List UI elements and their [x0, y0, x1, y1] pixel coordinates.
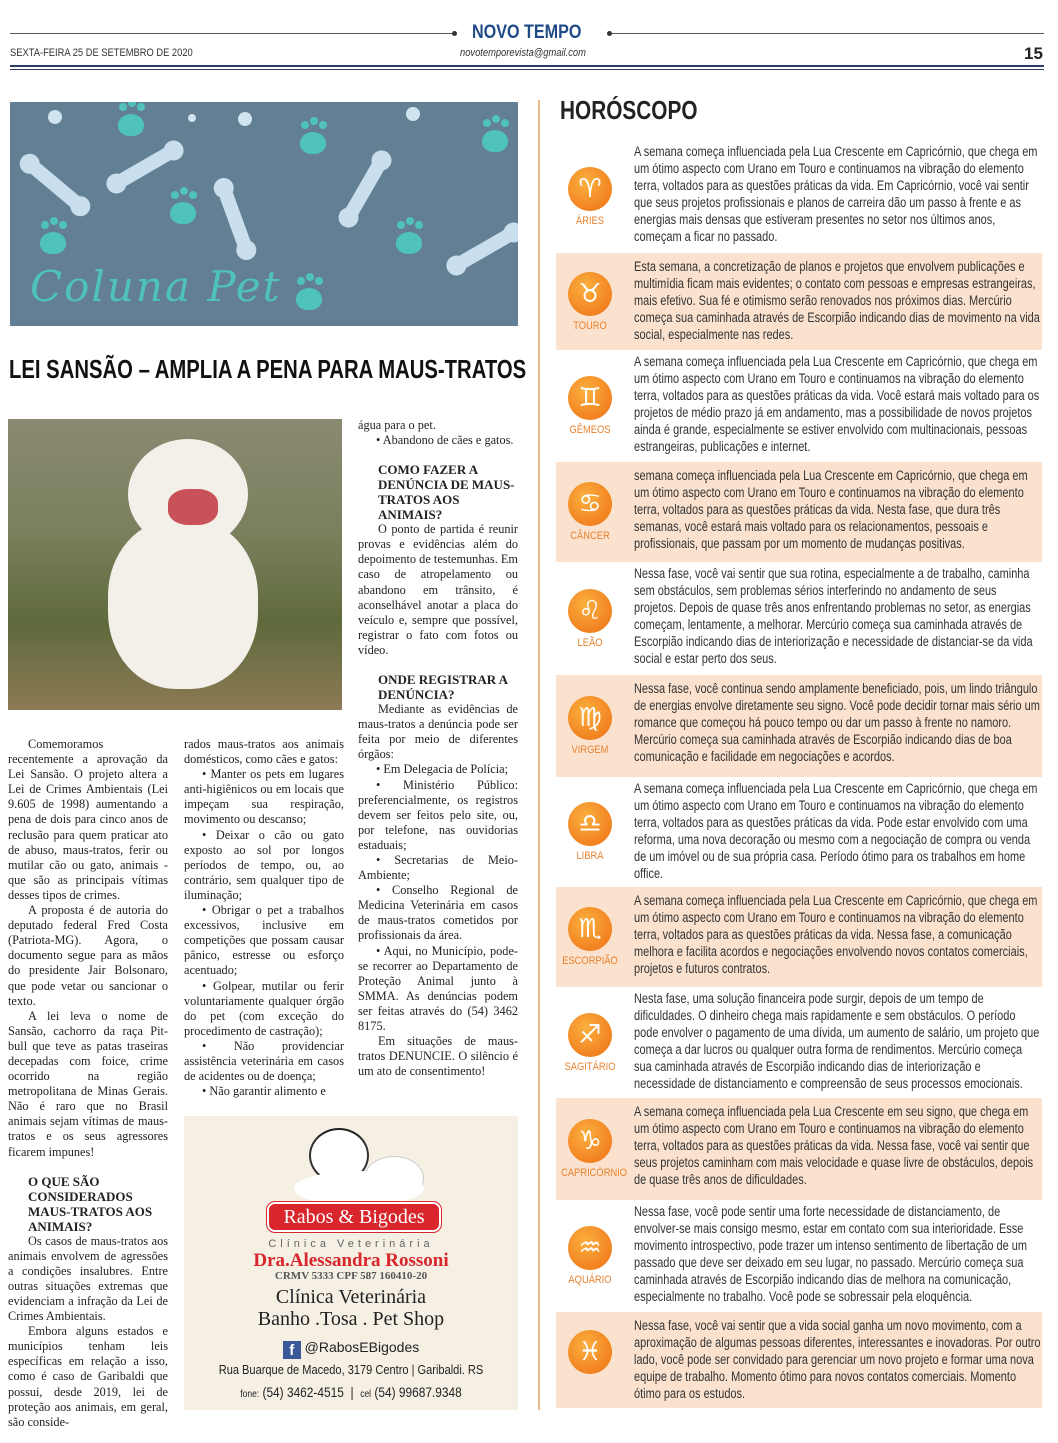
- zodiac-aquario-icon: ♒: [568, 1226, 612, 1270]
- zodiac-capricornio-icon: ♑: [568, 1119, 612, 1163]
- article-column-1: [8, 737, 168, 1430]
- bullet-item: • Deixar o cão ou gato exposto ao sol por longos períodos de tempo, ou, ao contrário, sem qualquer tipo de iluminação;: [184, 827, 344, 902]
- horoscope-entry-sagitario: [556, 987, 1042, 1098]
- bullet-item: • Não providenciar assistência veterinária em casos de acidentes ou de doença;: [184, 1038, 344, 1084]
- horoscope-entry-touro: [556, 253, 1042, 350]
- sign-forecast: A semana começa influenciada pela Lua Crescente em seu signo, que chega em um ótimo aspecto com Urano em Touro e continuamos na vibração do elemento terra, voltados para as questões práticas da vida. Nessa fase, você vai sentir que seus projetos caminham com mais velocidade e quase livre de obstáculos, depois de quase três anos de dificuldades.: [634, 1104, 1034, 1187]
- horoscope-entry-libra: [556, 777, 1042, 887]
- horoscope-entry-virgem: [556, 675, 1042, 777]
- cel: (54) 99687.9348: [374, 1384, 462, 1400]
- zodiac-cancer-icon: ♋: [568, 482, 612, 526]
- sign-forecast: Nessa fase, você vai sentir que a vida social ganha um novo movimento, com a aproximação de algumas pessoas diferentes, interessantes e inovadoras. Por outro lado, você pode ser convidado para gerenciar um novo projeto e formar uma nova equipe de trabalho. Momento ótimo para novos contatos comerciais. Momento ótimo para os estudos.: [634, 1318, 1041, 1401]
- sign-forecast: Nessa fase, você pode sentir uma forte necessidade de distanciamento, de envolver-se mais consigo mesmo, estar em contato com sua interioridade. Esse movimento introspectivo, pode trazer um intenso sentimento de libertação de um passado que deve ser deixado em seu lugar, no passado. Mercúrio começa sua caminhada através de Escorpião indicando dias de melhora na comunicação, especialmente no trabalho. Você pode se sobressair pela eloquência.: [634, 1204, 1028, 1304]
- paragraph: água para o pet.: [358, 418, 436, 432]
- ad-facebook[interactable]: [184, 1339, 518, 1359]
- page-number: 15: [1024, 44, 1043, 63]
- horoscope-entry-aries: [556, 140, 1042, 253]
- sign-forecast: Nessa fase, você vai sentir que sua rotina, especialmente a de trabalho, caminha sem obstáculos, sem problemas sérios interferindo no andamento de seus projetos. Depois de quase três anos enfrentando problemas no setor, as energias começam, lentamente, a melhorar. Mercúrio começa sua caminhada através de Escorpião indicando dias de interiorização e necessidade de distanciar-se da vida social e estar perto dos seus.: [634, 566, 1033, 666]
- paragraph: rados maus-tratos aos animais domésticos, como cães e gatos:: [184, 737, 344, 767]
- sign-name: LEÃO: [577, 636, 603, 649]
- issue-date: SEXTA-FEIRA 25 DE SETEMBRO DE 2020: [10, 47, 193, 59]
- facebook-icon: f: [283, 1341, 301, 1359]
- ad-subtitle: Clínica Veterinária: [268, 1238, 434, 1250]
- masthead: NOVO TEMPO: [472, 22, 582, 43]
- sign-name: SAGITÁRIO: [564, 1060, 616, 1073]
- zodiac-peixes-icon: ♓: [568, 1330, 612, 1374]
- zodiac-sagitario-icon: ♐: [568, 1013, 612, 1057]
- horoscope-entry-cancer: [556, 462, 1042, 562]
- article-column-3: [358, 418, 518, 1079]
- facebook-handle: @RabosEBigodes: [304, 1339, 420, 1355]
- sign-forecast: semana começa influenciada pela Lua Crescente em Capricórnio, que chega em um ótimo aspecto com Urano em Touro e continuamos na vibração do elemento terra, voltados para as questões práticas da vida. Nesta fase, que dura três semanas, você estará mais voltado para os relacionamentos, pessoais e profissionais, que passam por um momento de mudanças positivas.: [634, 468, 1028, 551]
- bullet-item: • Conselho Regional de Medicina Veterinária em casos de maus-tratos cometidos por profissionais da área.: [358, 883, 518, 943]
- coluna-pet-banner: [10, 102, 518, 326]
- bullet-item: • Aqui, no Município, pode-se recorrer ao Departamento de Proteção Animal junto à SMMA. As denúncias podem ser feitas através do (54) 3462 8175.: [358, 943, 518, 1033]
- bullet-item: • Abandono de cães e gatos.: [376, 433, 514, 448]
- header-rule-right: [612, 33, 1044, 34]
- sign-name: ESCORPIÃO: [562, 955, 618, 967]
- sign-forecast: A semana começa influenciada pela Lua Crescente em Capricórnio, que chega em um ótimo aspecto com Urano em Touro e continuamos na vibração do elemento terra, voltados para as questões práticas da vida. Nessa fase, a comunicação melhora e facilita acordos e negociações envolvendo novos contatos comerciais, projetos e futuros contratos.: [634, 893, 1038, 976]
- ad-service: Banho .Tosa . Pet Shop: [257, 1308, 445, 1330]
- paragraph: Comemoramos recentemente a aprovação da Lei Sansão. O projeto altera a Lei de Crimes Ambientais (Lei 9.605 de 1998) aumentando a pena de dois para cinco anos de reclusão para quem praticar ato de abuso, maus-tratos, ferir ou mutilar cão ou gato, animais - que são as principais vítimas desses tipos de crimes.: [8, 737, 168, 902]
- sign-forecast: Esta semana, a concretização de planos e projetos que envolvem publicações e multimídia ficam mais evidentes; o contato com pessoas e empresas estrangeiras, mais efetivo. Sua fé e otimismo serão renovados nos próximos dias. Mercúrio começa sua caminhada através de Escorpião indicando dias de movimento na vida social, especialmente nas redes.: [634, 259, 1040, 342]
- article-column-2: [184, 737, 344, 1099]
- paragraph: Embora alguns estados e municípios tenham leis específicas em relação a isso, como é caso de Garibaldi que possui, desde 2019, lei de proteção aos animais, em geral, são conside-: [8, 1324, 168, 1429]
- paragraph: O ponto de partida é reunir provas e evidências além do depoimento de testemunhas. Em caso de atropelamento ou abandono em trânsito, é aconselhável anotar a placa do veículo e, sempre que possível, registrar o fato com fotos ou vídeo.: [358, 522, 518, 657]
- horoscope-entry-capricornio: [556, 1098, 1042, 1200]
- bullet-item: • Secretarias de Meio-Ambiente;: [358, 852, 518, 883]
- horoscope-entry-escorpiao: [556, 887, 1042, 987]
- bullet-item: • Não garantir alimento e: [202, 1084, 326, 1099]
- subheading: ONDE REGISTRAR A DENÚNCIA?: [378, 672, 508, 703]
- sign-name: VIRGEM: [571, 744, 609, 756]
- sign-name: TOURO: [573, 319, 607, 332]
- sign-name: ÁRIES: [575, 214, 605, 227]
- paragraph: Em situações de maus-tratos DENUNCIE. O silêncio é um ato de consentimento!: [358, 1034, 518, 1079]
- ad-doctor: Dra.Alessandra Rossoni: [253, 1250, 449, 1271]
- bullet-item: • Golpear, mutilar ou ferir voluntariamente qualquer órgão do pet (com exceção do procedimento de castração);: [184, 978, 344, 1038]
- sign-forecast: Nessa fase, você continua sendo amplamente beneficiado, pois, um lindo triângulo de energias envolve diretamente seu signo. Você pode decidir tornar mais sério um romance que começou há pouco tempo ou dar um passo à frente no namoro. Mercúrio começa sua caminhada através de Escorpião indicando dias de boa comunicação e facilidade em negociações e acordos.: [634, 681, 1040, 764]
- sign-forecast: A semana começa influenciada pela Lua Crescente em Capricórnio, que chega em um ótimo aspecto com Urano em Touro e continuamos na vibração do elemento terra, voltados para as questões práticas da vida. Pode estar envolvido com uma reforma, uma nova decoração ou mesmo com a negociação de compra ou venda de um imóvel ou de sua própria casa. Período ótimo para os trabalhos em home office.: [634, 781, 1038, 881]
- ad-service: Clínica Veterinária: [275, 1286, 427, 1308]
- horoscope-entry-aquario: [556, 1200, 1042, 1312]
- contact-email: novotemporevista@gmail.com: [460, 47, 586, 59]
- illustration-body: [294, 1171, 424, 1206]
- sign-name: CAPRICÓRNIO: [561, 1167, 628, 1179]
- phone-label: fone:: [240, 1389, 260, 1400]
- zodiac-libra-icon: ♎: [568, 802, 612, 846]
- horoscope-entry-peixes: [556, 1312, 1042, 1408]
- zodiac-leao-icon: ♌: [568, 589, 612, 633]
- paragraph: A lei leva o nome de Sansão, cachorro da raça Pit-bull que teve as patas traseiras decepadas com foice, crime ocorrido na região metropolitana de Minas Gerais. Não é raro que no Brasil animais sejam vítimas de maus-tratos e os seus agressores ficarem impunes!: [8, 1008, 168, 1159]
- ad-brand: Rabos & Bigodes: [267, 1202, 441, 1232]
- subheading: COMO FAZER A DENÚNCIA DE MAUS-TRATOS AOS ANIMAIS?: [378, 462, 515, 523]
- paragraph: Os casos de maus-tratos aos animais envolvem de agressões a condições insalubres. Entre outras situações extremas que evidenciam a infração da Lei de Crimes Ambientais.: [8, 1233, 168, 1324]
- subheading: O QUE SÃO CONSIDERADOS MAUS-TRATOS AOS ANIMAIS?: [28, 1173, 153, 1234]
- header-double-rule: [10, 69, 1044, 70]
- ad-phones: fone: (54) 3462-4515 | cel (54) 99687.9348: [240, 1384, 462, 1400]
- cel-label: cel: [360, 1389, 372, 1400]
- horoscope-entry-leao: [556, 562, 1042, 675]
- zodiac-virgem-icon: ♍: [568, 696, 612, 740]
- ad-registry: CRMV 5333 CPF 587 160410-20: [274, 1270, 428, 1282]
- bullet-item: • Manter os pets em lugares anti-higiênicos ou em locais que impeçam sua respiração, movimento ou descanso;: [184, 767, 344, 827]
- horoscope-entry-gemeos: [556, 350, 1042, 462]
- phone: (54) 3462-4515: [262, 1384, 344, 1400]
- header-double-rule: [10, 65, 1044, 67]
- vet-clinic-ad: [184, 1116, 518, 1410]
- zodiac-gemeos-icon: ♊: [568, 376, 612, 420]
- banner-title: Coluna Pet: [30, 262, 282, 311]
- horoscope-title: HORÓSCOPO: [560, 95, 698, 125]
- bullet-item: • Obrigar o pet a trabalhos excessivos, inclusive em competições que possam causar pânico, estresse ou esforço acentuado;: [184, 903, 344, 978]
- sign-forecast: A semana começa influenciada pela Lua Crescente em Capricórnio, que chega em um ótimo aspecto com Urano em Touro e continuamos na vibração do elemento terra, voltados para as questões práticas da vida. Você estará mais voltado para os projetos de médio prazo já em andamento, mas a possibilidade de novos projetos ainda é grande, especialmente se estiver envolvido com multinacionais, pessoas estrangeiras, publicações e internet.: [634, 354, 1040, 454]
- bullet-item: • Em Delegacia de Polícia;: [376, 762, 509, 777]
- sign-name: CÂNCER: [570, 530, 610, 542]
- sign-forecast: A semana começa influenciada pela Lua Crescente em Capricórnio, que chega em um ótimo aspecto com Urano em Touro e continuamos na vibração do elemento terra, voltados para as questões práticas da vida. Em Capricórnio, você vai sentir que seus projetos profissionais e planos de carreira dão um passo à frente e as energias mais densas que estiveram presentes no setor nos últimos anos, começam a ficar no passado.: [634, 144, 1038, 244]
- zodiac-escorpiao-icon: ♏: [568, 907, 612, 951]
- header-rule-left: [10, 33, 453, 34]
- zodiac-touro-icon: ♉: [568, 272, 612, 316]
- sign-forecast: Nesta fase, uma solução financeira pode surgir, depois de um tempo de dificuldades. O dinheiro chega mais rapidamente e sem obstáculos. O período pode envolver o pagamento de uma dívida, um aumento de salário, um projeto que começa a dar lucros ou qualquer outra forma de rendimentos. Mercúrio começa sua caminhada através de Escorpião indicando dias de interiorização e necessidade de distanciamento e compreensão de seus processos emocionais.: [634, 991, 1040, 1091]
- paragraph: A proposta é de autoria do deputado federal Fred Costa (Patriota-MG). Agora, o documento segue para as mãos do presidente Jair Bolsonaro, que pode vetar ou sancionar o texto.: [8, 903, 168, 1008]
- dog-photo: [8, 419, 342, 710]
- sign-name: AQUÁRIO: [568, 1274, 612, 1286]
- sign-name: GÊMEOS: [569, 424, 611, 436]
- sign-name: LIBRA: [576, 850, 604, 862]
- header-dot: [452, 31, 457, 36]
- paragraph: Mediante as evidências de maus-tratos a denúncia pode ser feita por meio de diferentes órgãos:: [358, 702, 518, 762]
- ad-address: Rua Buarque de Macedo, 3179 Centro | Garibaldi. RS: [218, 1362, 484, 1377]
- article-headline: LEI SANSÃO – AMPLIA A PENA PARA MAUS-TRATOS: [9, 354, 527, 384]
- zodiac-aries-icon: ♈: [568, 167, 612, 211]
- bullet-item: • Ministério Público: preferencialmente, os registros devem ser feitos pelo site, ou, por telefone, nas ouvidorias estaduais;: [358, 777, 518, 852]
- column-divider: [538, 100, 540, 1410]
